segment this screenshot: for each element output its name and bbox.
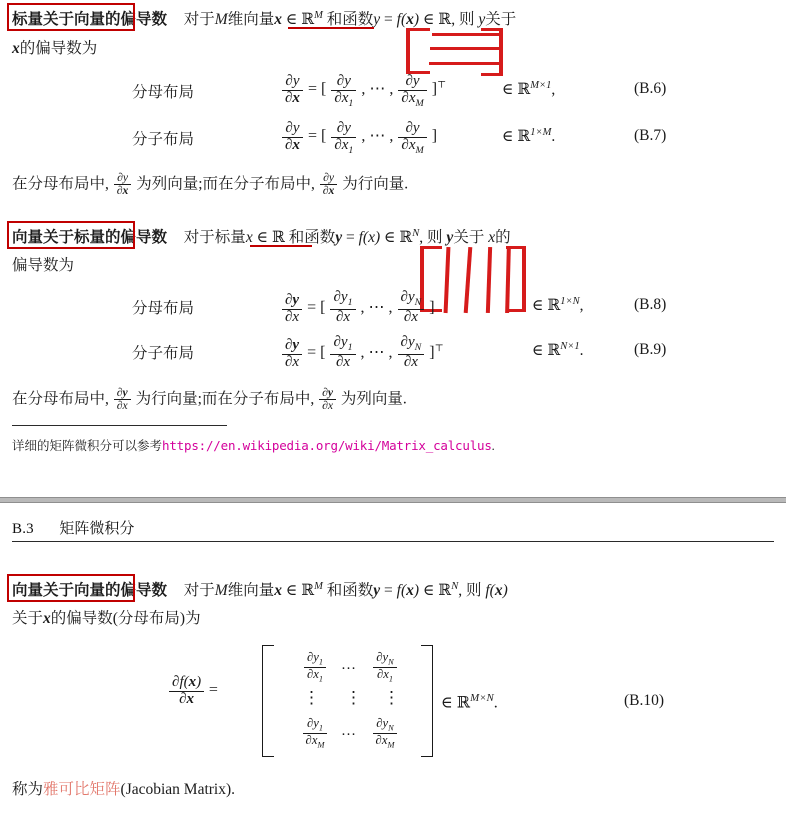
eq-b10-member: ∈ (441, 694, 453, 712)
note1-part-c: 为行向量. (342, 175, 409, 193)
matrix-cell-r3c1-den: $\partial x_M$ (303, 733, 328, 750)
symbol-R-s3: ℝ (301, 581, 315, 599)
eq-b8-t2-den: ∂x (398, 309, 425, 326)
paragraph-scalar-wrt-vector-line2 (12, 37, 97, 61)
eq-b8-lhs (282, 293, 302, 326)
red-underline-scalar-x (250, 245, 312, 247)
eq-b8-expression (281, 290, 435, 325)
section-rule-bottom (12, 541, 774, 542)
eq-b9-t2-num: $\partial y_N$ (400, 334, 422, 353)
eq-b8-t1-num: $\partial y_1$ (333, 289, 353, 308)
symbol-in2-s3: ∈ (422, 582, 435, 599)
eq-b8-open-bracket: [ (320, 299, 326, 317)
eq-b6-lhs-den: ∂x (285, 89, 300, 106)
matrix-cell-r3c1-frac (303, 717, 328, 751)
eq-b9-t2-den: ∂x (398, 354, 425, 371)
footnote-url-link[interactable]: https://en.wikipedia.org/wiki/Matrix_calculus (162, 438, 492, 453)
eq-b9-member: ∈ (532, 342, 544, 360)
eq-b9-open-bracket: [ (320, 344, 326, 362)
eq-b7-punct: . (551, 128, 556, 146)
eq-b6-member: ∈ (502, 81, 514, 99)
matrix-cell-r1c1 (285, 651, 345, 685)
symbol-y-s3: y (373, 582, 381, 599)
function-f-arg-s3: x (406, 582, 414, 599)
eq-b10-dim: M×N (470, 692, 494, 704)
matrix-cell-r3c1 (285, 717, 345, 751)
text-comma-then-s2: , 则 (419, 229, 443, 246)
note1-frac-1 (114, 172, 132, 198)
superscript-M: M (314, 9, 323, 21)
note2-part-b: 为行向量;而在分子布局中, (135, 390, 315, 408)
text-comma-then: , 则 (451, 11, 475, 28)
note2-frac2-den: ∂x (319, 399, 336, 412)
matrix-cell-r1c3 (355, 651, 415, 685)
symbol-x-s2: x (245, 229, 253, 246)
eq-b6-t2-num: ∂y (405, 73, 420, 89)
eq-b9-comma2: , (388, 344, 393, 362)
eq-b9-close-bracket: ] (429, 344, 435, 362)
closing-line-jacobian (12, 778, 235, 802)
matrix-cell-r1c1-num: $\partial y_1$ (306, 650, 324, 667)
matrix-cell-r1c3-num: $\partial y_N$ (376, 650, 394, 667)
eq-b7-term1 (331, 121, 356, 156)
symbol-equals-s2: = (345, 229, 355, 246)
eq-b7-space: ℝ (517, 127, 531, 146)
eq-b7-expression (281, 121, 437, 156)
note2-part-c: 为列向量. (340, 390, 407, 408)
heading-scalar-wrt-vector: 标量关于向量 (12, 11, 106, 28)
paragraph-vector-wrt-scalar-line2 (12, 254, 74, 278)
footnote-separator-rule (12, 425, 227, 426)
eq-b8-t1-den: ∂x (330, 309, 355, 326)
eq-b7-t1-num: ∂y (336, 120, 351, 136)
eq-b6-dots: ⋯ (369, 80, 386, 98)
note2-frac-2 (319, 387, 336, 413)
symbol-M-s3: M (214, 582, 228, 599)
eq-b7-dim: 1×M (530, 127, 552, 138)
eq-b9-label: 分子布局 (132, 345, 195, 362)
eq-b7-membership (502, 127, 555, 146)
intro-text-s3-1: 对于 (183, 582, 215, 599)
footnote-text (12, 436, 495, 454)
red-underline-vector-x (288, 27, 374, 29)
paragraph-vector-wrt-vector-line1 (12, 578, 508, 603)
superscript-N-s3: N (451, 580, 459, 592)
function-f-open-s3: f( (396, 582, 407, 599)
footnote-period: . (491, 439, 495, 453)
heading-vector-wrt-scalar: 向量关于标量 (12, 229, 106, 246)
symbol-in-2: ∈ (422, 11, 435, 28)
eq-b10-lhs-num: ∂f(x) (172, 674, 202, 690)
intro-text-3: 和函数 (326, 11, 374, 28)
eq-b7-number: (B.7) (634, 127, 667, 144)
eq-b6-open-bracket: [ (320, 80, 327, 98)
note2-frac-1 (114, 387, 131, 413)
eq-b6-punct: , (551, 81, 556, 99)
eq-b8-comma1: , (360, 299, 365, 317)
eq-b6-comma2: , (389, 80, 394, 98)
eq-b7-equals: = (307, 127, 317, 145)
matrix-left-bracket (262, 645, 274, 757)
heading-vector-wrt-scalar-suffix: 的偏导数 (105, 229, 168, 246)
eq-b9-dim: N×1 (560, 341, 580, 352)
text-line2a-s3: 关于 (12, 610, 44, 627)
note1-part-b: 为列向量;而在分子布局中, (136, 175, 315, 193)
paragraph-scalar-wrt-vector-line1 (12, 7, 516, 32)
eq-b10-number: (B.10) (624, 692, 665, 709)
function-f-close-s3: ) (413, 582, 420, 599)
matrix-cell-r3c3 (355, 717, 415, 751)
symbol-in2-s2: ∈ (384, 229, 396, 246)
symbol-x-line2-s3: x (43, 610, 51, 627)
closing-term-english: (Jacobian Matrix). (120, 781, 236, 798)
eq-b6-comma1: , (361, 80, 366, 98)
superscript-M-s3: M (314, 580, 323, 592)
eq-b10-punct: . (493, 694, 498, 712)
superscript-N-s2: N (412, 227, 420, 239)
symbol-y: y (373, 11, 381, 28)
function-f2-open-s3: f( (485, 582, 495, 599)
eq-b6-transpose: ⊤ (437, 79, 447, 91)
section-rule-top (0, 497, 786, 503)
eq-b6-close-bracket: ] (431, 80, 438, 98)
note-denominator-numerator-2 (12, 387, 407, 413)
eq-b7-comma1: , (361, 127, 366, 145)
eq-b10-lhs-fraction (169, 675, 204, 708)
eq-b6-label: 分母布局 (132, 84, 195, 101)
function-f2-close-s3: ) (502, 582, 508, 599)
heading-vector-wrt-vector-suffix: 的偏导数 (105, 582, 168, 599)
eq-b7-label: 分子布局 (132, 131, 195, 148)
eq-b9-comma1: , (360, 344, 365, 362)
eq-b7-dots: ⋯ (369, 127, 386, 145)
matrix-cell-r1c3-den: $\partial x_1$ (373, 667, 397, 684)
eq-b8-number: (B.8) (634, 296, 667, 313)
eq-b8-punct: , (579, 297, 584, 315)
eq-b10-membership (441, 692, 498, 712)
eq-b8-close-bracket: ] (429, 299, 435, 317)
eq-b6-space: ℝ (517, 80, 531, 99)
note1-frac1-num: ∂y (117, 171, 129, 184)
function-f2-arg-s3: x (494, 582, 503, 599)
section-heading-b3 (12, 517, 134, 538)
eq-b8-lhs-num: ∂y (285, 291, 300, 308)
eq-b7-member: ∈ (502, 128, 514, 146)
matrix-cell-r3c3-frac (373, 717, 398, 751)
note-denominator-numerator-1 (12, 172, 408, 198)
symbol-y-s2: y (335, 229, 343, 246)
intro-text-s2-2: 和函数 (288, 229, 336, 246)
symbol-equals-s3: = (384, 582, 393, 599)
closing-prefix: 称为 (12, 781, 44, 798)
function-fx-s2: f(x) (358, 229, 381, 246)
matrix-row-dots-1: … (341, 657, 356, 673)
function-f-open: f( (396, 11, 407, 28)
intro-text-s3-3: 和函数 (326, 582, 374, 599)
eq-b9-number: (B.9) (634, 341, 667, 358)
eq-b10-lhs-den: ∂x (179, 690, 195, 707)
eq-b10-equals: = (208, 681, 218, 699)
eq-b9-lhs (282, 338, 302, 371)
function-f-close: ) (413, 11, 420, 28)
footnote-label: 详细的矩阵微积分可以参考 (12, 439, 163, 453)
eq-b7-lhs (282, 121, 303, 154)
symbol-in-s3: ∈ (285, 582, 298, 599)
eq-b10-lhs (168, 675, 218, 708)
matrix-col-dots-3: ⋮ (383, 688, 400, 707)
intro-text-2: 维向量 (227, 11, 275, 28)
eq-b6-number: (B.6) (634, 80, 667, 97)
note2-part-a: 在分母布局中, (12, 390, 109, 408)
matrix-cell-r3c1-num: $\partial y_1$ (306, 716, 324, 733)
matrix-col-dots-2: ⋮ (345, 688, 362, 707)
matrix-right-bracket (421, 645, 433, 757)
eq-b8-comma2: , (388, 299, 393, 317)
eq-b6-lhs-num: ∂y (285, 73, 300, 89)
intro-text-s3-2: 维向量 (227, 582, 275, 599)
note2-frac2-num: ∂y (322, 386, 334, 399)
eq-b7-open-bracket: [ (320, 127, 327, 145)
eq-b8-term2 (398, 290, 425, 325)
matrix-col-dots-1: ⋮ (303, 688, 320, 707)
text-comma-then-s3: , 则 (458, 582, 482, 599)
symbol-R2-s3: ℝ (438, 581, 452, 599)
matrix-cell-r1c3-frac (373, 651, 397, 685)
eq-b9-t1-den: ∂x (330, 354, 355, 371)
symbol-equals: = (384, 11, 393, 28)
eq-b8-equals: = (307, 299, 317, 317)
eq-b6-term1 (331, 74, 356, 109)
eq-b8-label: 分母布局 (132, 300, 195, 317)
paragraph-vector-wrt-vector-line2 (12, 607, 201, 631)
symbol-x2-s2: x (488, 229, 496, 246)
note2-frac1-den: ∂x (114, 399, 131, 412)
matrix-row-dots-2: … (341, 723, 356, 739)
eq-b8-dots: ⋯ (368, 299, 385, 317)
function-f-arg: x (406, 11, 414, 28)
eq-b8-dim: 1×N (560, 296, 580, 307)
note1-part-a: 在分母布局中, (12, 175, 109, 193)
eq-b9-transpose: ⊤ (434, 342, 444, 354)
eq-b8-space: ℝ (547, 296, 561, 315)
symbol-in-s2: ∈ (256, 229, 269, 246)
closing-term-chinese: 雅可比矩阵 (43, 781, 121, 798)
eq-b8-member: ∈ (532, 297, 544, 315)
eq-b9-punct: . (579, 342, 584, 360)
eq-b10-space: ℝ (456, 692, 471, 712)
note1-frac2-den: ∂x (322, 184, 335, 198)
eq-b9-equals: = (307, 344, 317, 362)
symbol-R-s2: ℝ (271, 228, 285, 246)
matrix-cell-r3c3-den: $\partial x_M$ (373, 733, 398, 750)
note2-frac1-num: ∂y (116, 386, 128, 399)
eq-b7-term2 (398, 121, 426, 156)
heading-vector-wrt-vector: 向量关于向量 (12, 582, 106, 599)
note1-frac1-den: ∂x (116, 184, 129, 198)
eq-b6-expression (281, 74, 446, 109)
symbol-R2-s2: ℝ (399, 228, 413, 246)
eq-b9-space: ℝ (547, 341, 561, 360)
eq-b7-comma2: , (389, 127, 394, 145)
symbol-R: ℝ (301, 10, 315, 28)
eq-b8-term1 (330, 290, 355, 325)
symbol-y2-s2: y (446, 229, 454, 246)
text-about: 关于 (485, 11, 517, 28)
text-about-s2: 关于 (453, 229, 485, 246)
matrix-cell-r1c1-frac (304, 651, 326, 685)
eq-b9-term1 (330, 335, 355, 370)
symbol-in: ∈ (285, 11, 298, 28)
section-title: 矩阵微积分 (59, 521, 135, 537)
symbol-x-s3: x (274, 582, 282, 599)
eq-b9-t1-num: $\partial y_1$ (333, 334, 353, 353)
eq-b9-dots: ⋯ (368, 344, 385, 362)
eq-b9-expression (281, 335, 444, 370)
eq-b8-lhs-den: ∂x (282, 309, 302, 326)
eq-b7-lhs-den: ∂x (285, 136, 300, 153)
eq-b9-term2 (398, 335, 425, 370)
matrix-cell-r1c1-den: $\partial x_1$ (304, 667, 326, 684)
eq-b9-membership (532, 341, 584, 360)
text-line2-rest: 的偏导数为 (19, 40, 98, 57)
note1-frac-2 (320, 172, 338, 198)
underlined-scalar: 标量 (214, 229, 246, 246)
eq-b9-lhs-num: ∂y (285, 336, 300, 353)
symbol-y-2: y (478, 11, 486, 28)
symbol-x-line2: x (12, 40, 20, 57)
eq-b6-t1-den: $\partial x_1$ (331, 90, 356, 110)
eq-b7-t2-den: $\partial x_M$ (398, 137, 426, 157)
eq-b8-membership (532, 296, 584, 315)
eq-b7-lhs-num: ∂y (285, 120, 300, 136)
eq-b7-close-bracket: ] (431, 127, 438, 145)
eq-b6-t1-num: ∂y (336, 73, 351, 89)
eq-b6-lhs (282, 74, 303, 107)
eq-b8-t2-num: $\partial y_N$ (400, 289, 422, 308)
eq-b7-t2-num: ∂y (405, 120, 420, 136)
eq-b6-membership (502, 80, 555, 99)
text-line2-s2: 偏导数为 (12, 257, 75, 274)
eq-b6-dim: M×1 (530, 80, 552, 91)
intro-text-1: 对于 (183, 11, 215, 28)
heading-scalar-wrt-vector-suffix: 的偏导数 (105, 11, 168, 28)
eq-b9-lhs-den: ∂x (282, 354, 302, 371)
intro-text-s2-1: 对于 (183, 229, 215, 246)
symbol-R-plain: ℝ (438, 10, 452, 28)
text-de-s2: 的 (495, 229, 511, 246)
section-number: B.3 (12, 521, 34, 537)
eq-b6-term2 (398, 74, 426, 109)
eq-b7-t1-den: $\partial x_1$ (331, 137, 356, 157)
eq-b6-equals: = (307, 80, 317, 98)
symbol-x: x (274, 11, 282, 28)
matrix-cell-r3c3-num: $\partial y_N$ (376, 716, 394, 733)
eq-b6-t2-den: $\partial x_M$ (398, 90, 426, 110)
text-line2b-s3: 的偏导数(分母布局)为 (50, 610, 201, 627)
note1-frac2-num: ∂y (323, 171, 335, 184)
symbol-M: M (214, 11, 228, 28)
